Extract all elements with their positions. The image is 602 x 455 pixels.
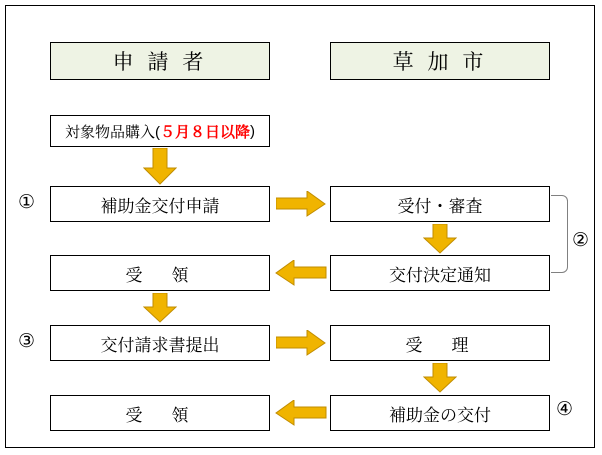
node-claim-submit [50, 325, 270, 361]
arrow-right-claim-to-accept [276, 330, 326, 356]
node-claim-submit-label: 交付請求書提出 [100, 335, 220, 355]
node-purchase-label-tail: ) [250, 122, 255, 140]
node-decision-notice [330, 255, 550, 291]
step-number-4: ④ [556, 399, 574, 420]
node-receive-review [330, 186, 550, 222]
node-purchase [50, 115, 270, 147]
arrow-left-payment-to-receipt-2 [275, 400, 327, 426]
arrow-down-accept-to-payment [423, 363, 457, 393]
node-grant-payment [330, 395, 550, 431]
node-grant-payment-label: 補助金の交付 [389, 405, 491, 425]
column-header-applicant [50, 42, 270, 80]
node-receipt-2 [50, 395, 270, 431]
column-header-city [330, 42, 550, 80]
arrow-right-apply-to-review [276, 191, 326, 217]
node-decision-notice-label: 交付決定通知 [389, 265, 491, 285]
column-header-applicant-label: 申 請 者 [112, 51, 208, 74]
node-purchase-label-red: ５月８日以降 [159, 123, 250, 141]
step-number-1: ① [18, 192, 36, 213]
node-receipt-2-label: 受 領 [125, 405, 195, 425]
node-receive-review-label: 受付・審査 [397, 196, 483, 216]
node-receipt-1 [50, 255, 270, 291]
arrow-left-notice-to-receipt-1 [275, 260, 327, 286]
column-header-city-label: 草 加 市 [392, 51, 488, 74]
node-receipt-1-label: 受 領 [125, 265, 195, 285]
node-accept-label: 受 理 [405, 335, 475, 355]
arrow-down-purchase-to-apply [143, 148, 177, 185]
arrow-down-receipt-1-to-claim [143, 293, 177, 323]
node-accept [330, 325, 550, 361]
step-number-2: ② [572, 230, 590, 251]
node-apply-label: 補助金交付申請 [100, 196, 220, 216]
arrow-down-review-to-notice [423, 224, 457, 254]
bracket-step-2 [551, 195, 568, 273]
node-purchase-label: 対象物品購入( [64, 123, 160, 141]
node-apply [50, 186, 270, 222]
step-number-3: ③ [18, 331, 36, 352]
